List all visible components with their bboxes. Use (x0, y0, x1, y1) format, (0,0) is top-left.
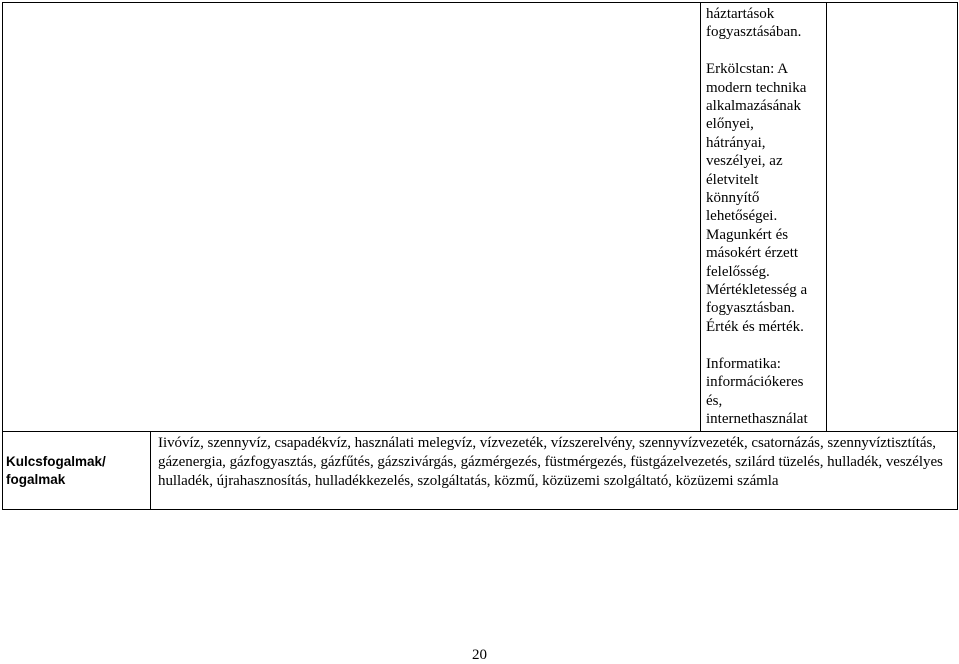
text-line: Erkölcstan: A (706, 61, 789, 78)
text-line: és, (706, 392, 723, 409)
table-border (2, 431, 958, 432)
keywords-list: Iivóvíz, szennyvíz, csapadékvíz, használati melegvíz, vízvezeték, vízszerelvény, szennyvízvezeték, csatornázás, szennyvíztisztítás, gázenergia, gázfogyasztás, gázfűtés, gázszivárgás, gázmérgezés, füstmérgezés, füstgázelvezetés, szilárd tüzelés, hulladék, veszélyes hulladék, újrahasznosítás, hulladékkezelés, szolgáltatás, közmű, közüzemi szolgáltató, közüzemi számla (158, 435, 943, 489)
keywords-label-line: Kulcsfogalmak/ (6, 454, 106, 469)
text-line: hátrányai, (706, 134, 766, 151)
paragraph (706, 355, 822, 429)
text-line: háztartások (706, 6, 775, 22)
text-line: lehetőségei. (706, 208, 778, 225)
text-line: fogyasztásában. (706, 24, 802, 41)
paragraph (706, 5, 822, 42)
table-border (700, 2, 701, 432)
cross-curricular-links-cell (706, 5, 822, 428)
text-line: előnyei, (706, 116, 754, 133)
text-line: másokért érzett (706, 245, 799, 262)
text-line: felelősség. (706, 263, 770, 280)
table-border (826, 2, 827, 432)
keywords-label (6, 453, 146, 489)
table-border (957, 431, 958, 510)
keywords-label-line: fogalmak (6, 472, 66, 487)
text-line: Magunkért és (706, 226, 789, 243)
text-line: Informatika: (706, 355, 781, 372)
table-border (150, 431, 151, 510)
table-border (2, 431, 3, 510)
text-line: modern technika (706, 79, 807, 96)
page-number: 20 (472, 647, 487, 663)
table-border (2, 2, 958, 3)
paragraph (706, 60, 822, 336)
text-line: életvitelt (706, 171, 759, 188)
text-line: könnyítő (706, 190, 760, 207)
text-line: internethasználat (706, 410, 808, 427)
text-line: veszélyei, az (706, 153, 783, 170)
text-line: Érték és mérték. (706, 318, 804, 335)
text-line: Mértékletesség a (706, 282, 808, 299)
table-border (957, 2, 958, 432)
table-border (2, 509, 958, 510)
text-line: fogyasztásban. (706, 300, 795, 317)
text-line: alkalmazásának (706, 98, 801, 115)
text-line: információkeres (706, 374, 804, 391)
table-border (2, 2, 3, 432)
